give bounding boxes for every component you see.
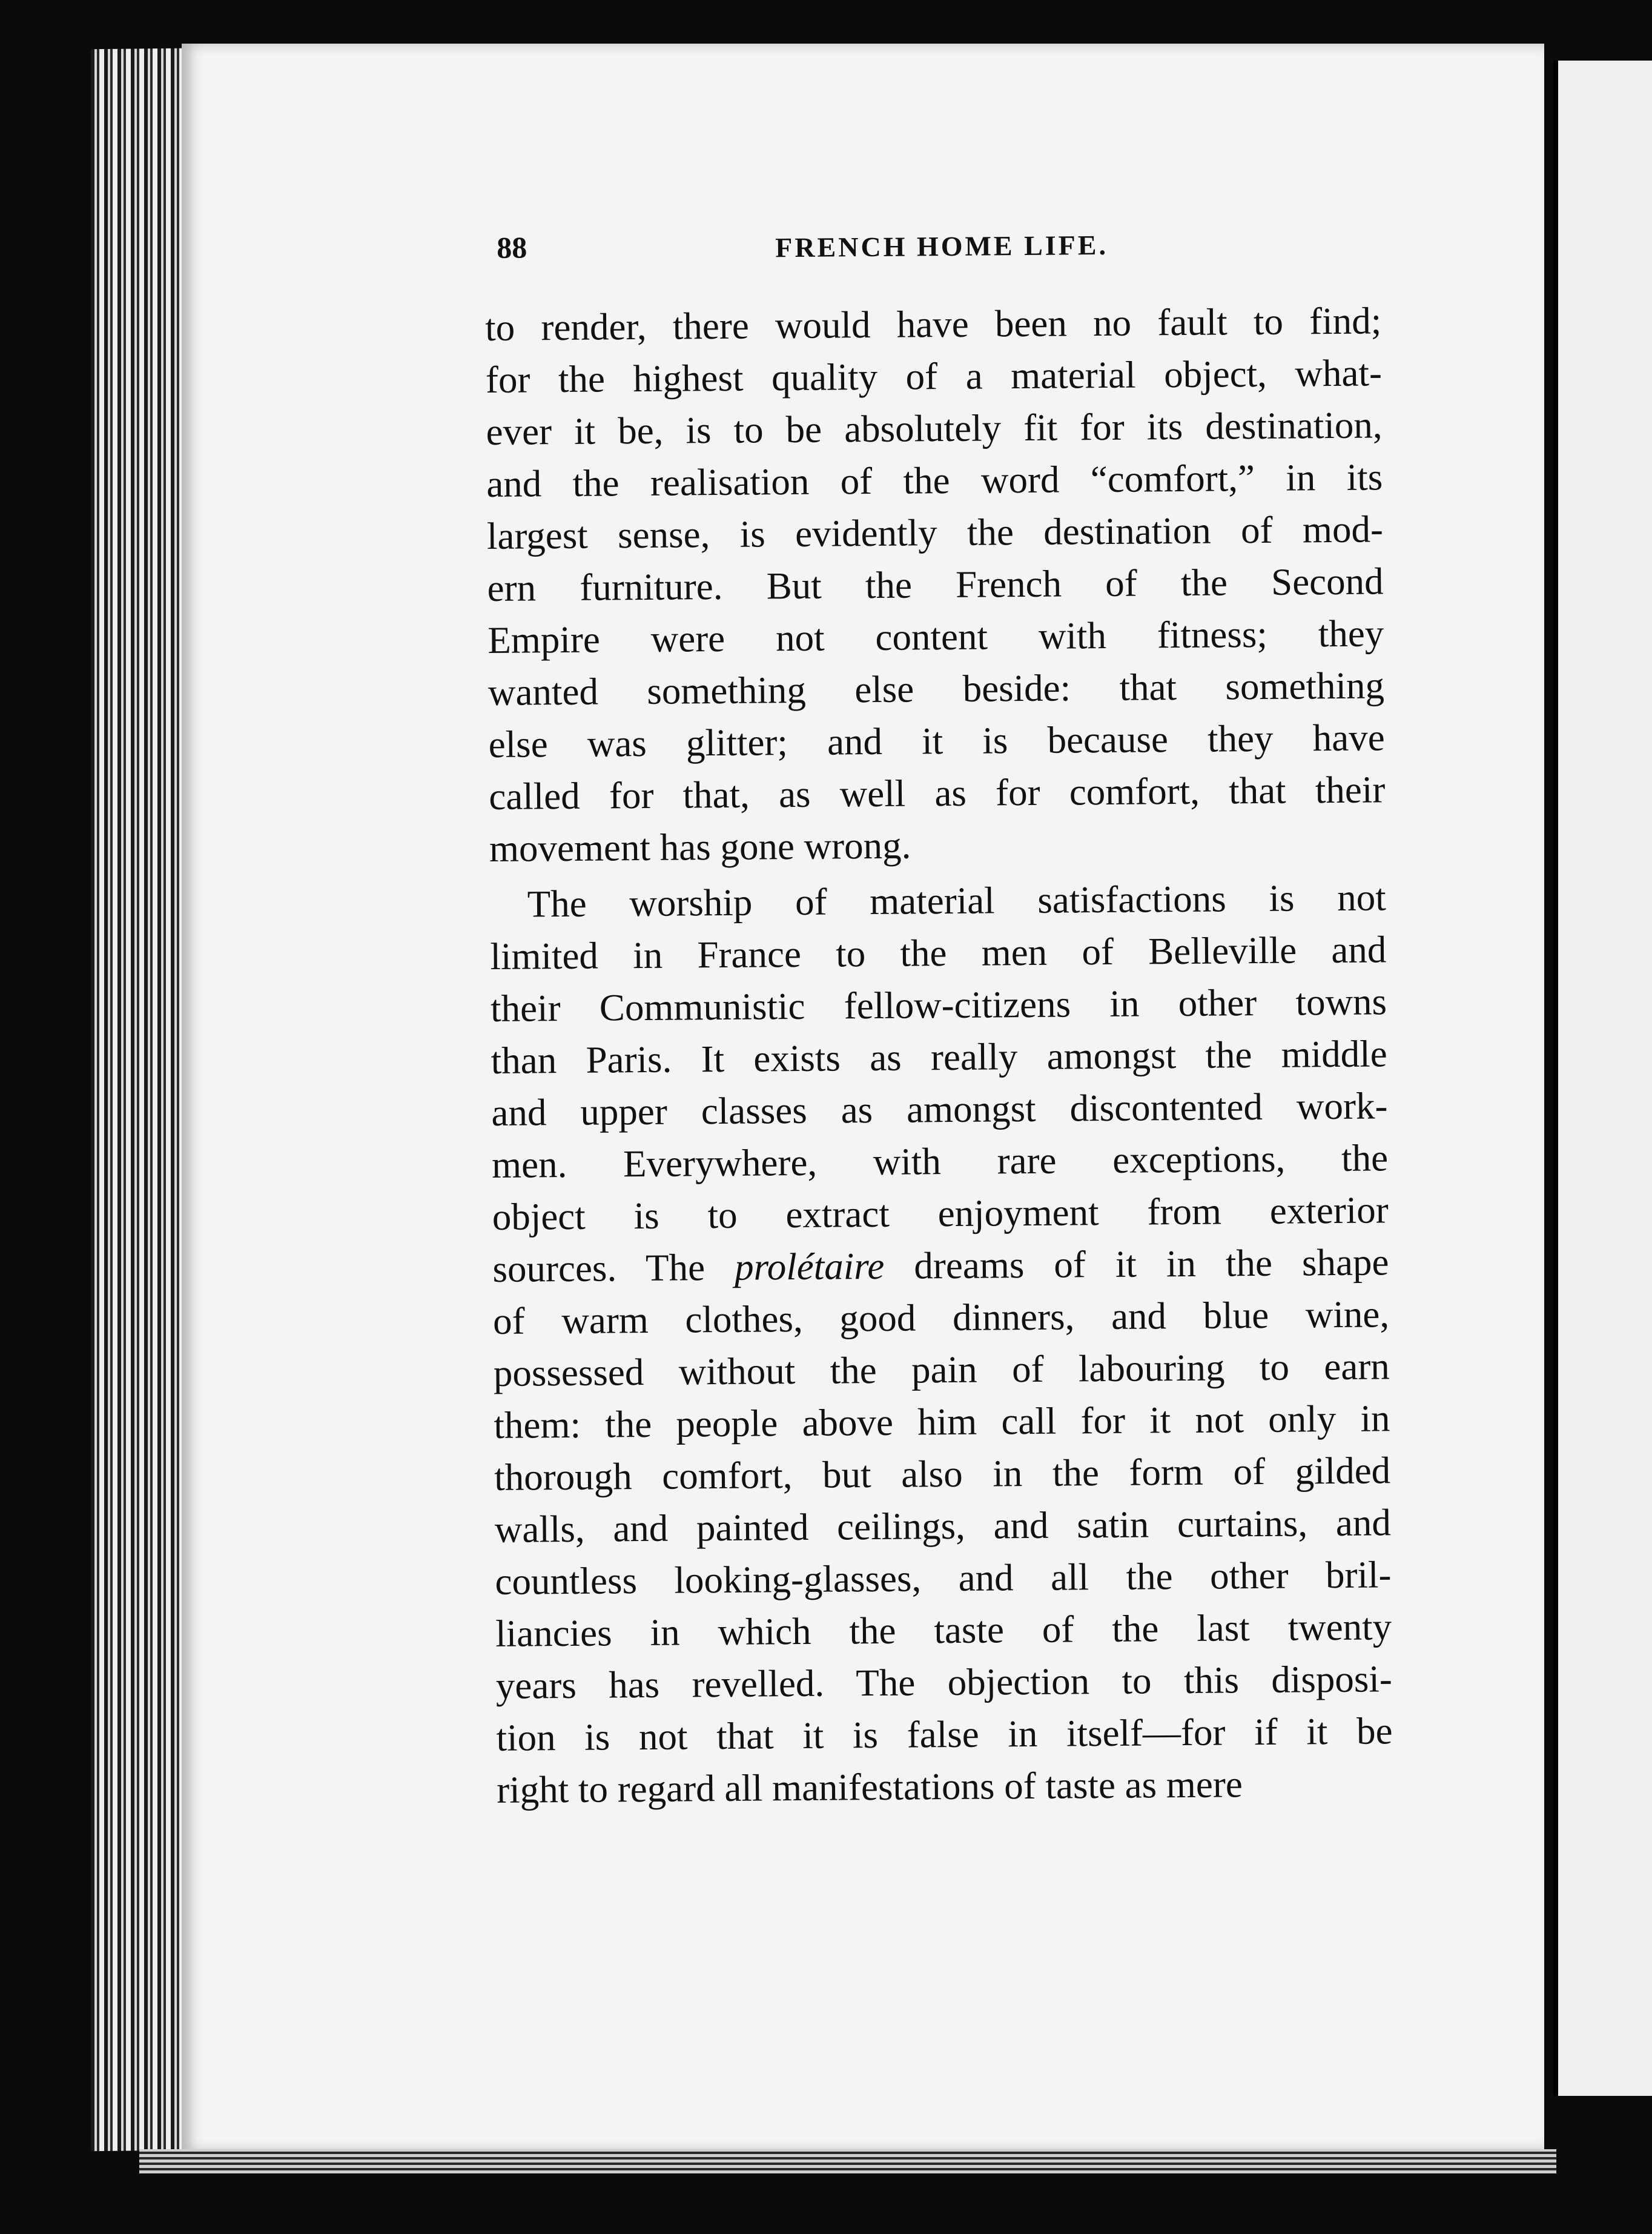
text-line: of warm clothes, good dinners, and blue wine, bbox=[492, 1293, 1390, 1342]
text-line: than Paris. It exists as really amongst the middle bbox=[491, 1032, 1387, 1082]
text-line: to render, there would have been no fault to find; bbox=[484, 299, 1382, 349]
page-bottom-edges bbox=[139, 2149, 1556, 2173]
paragraph bbox=[489, 871, 1393, 1816]
text-line: right to regard all manifestations of taste as mere bbox=[496, 1763, 1243, 1811]
body-text bbox=[485, 294, 1393, 1816]
text-line: object is to extract enjoyment from exterior bbox=[492, 1188, 1389, 1238]
text-line: tion is not that it is false in itself—for if it be bbox=[496, 1709, 1393, 1759]
text-line: ern furniture. But the French of the Second bbox=[487, 560, 1384, 609]
text-line: them: the people above him call for it not only in bbox=[494, 1397, 1390, 1447]
text-line: limited in France to the men of Belleville and bbox=[490, 928, 1387, 978]
text-line: and upper classes as amongst discontented work- bbox=[491, 1084, 1388, 1134]
text-line: men. Everywhere, with rare exceptions, the bbox=[491, 1136, 1389, 1186]
text-line: years has revelled. The objection to this disposi- bbox=[495, 1657, 1393, 1707]
text-line: and the realisation of the word “comfort,” in its bbox=[486, 456, 1383, 505]
text-line: possessed without the pain of labouring to earn bbox=[493, 1345, 1390, 1394]
text-line: their Communistic fellow-citizens in other towns bbox=[490, 980, 1387, 1030]
text-line: called for that, as well as for comfort, that their bbox=[489, 768, 1386, 818]
running-head bbox=[484, 223, 1381, 285]
text-line: Empire were not content with fitness; they bbox=[487, 612, 1384, 661]
text-line: for the highest quality of a material object, what- bbox=[485, 351, 1383, 401]
text-line: wanted something else beside: that something bbox=[487, 664, 1385, 714]
text-line: The worship of material satisfactions is not bbox=[527, 876, 1386, 926]
page-number: 88 bbox=[497, 230, 527, 265]
text-line: largest sense, is evidently the destination of mod- bbox=[486, 508, 1384, 557]
text-line: countless looking-glasses, and all the other bril- bbox=[495, 1553, 1392, 1603]
text-line: else was glitter; and it is because they have bbox=[488, 716, 1385, 766]
facing-page-edge bbox=[1553, 61, 1652, 2096]
page-content bbox=[484, 223, 1393, 1816]
italic-word: prolétaire bbox=[734, 1244, 885, 1288]
text-line: walls, and painted ceilings, and satin curtains, and bbox=[494, 1501, 1392, 1551]
text-line: ever it be, is to be absolutely fit for its destination, bbox=[486, 403, 1383, 453]
running-title: FRENCH HOME LIFE. bbox=[775, 229, 1109, 264]
text-line: sources. The prolétaire dreams of it in the shape bbox=[492, 1241, 1389, 1290]
paragraph bbox=[485, 294, 1386, 875]
text-line: movement has gone wrong. bbox=[489, 824, 911, 870]
text-line: liancies in which the taste of the last twenty bbox=[495, 1605, 1392, 1655]
text-line: thorough comfort, but also in the form of gilded bbox=[494, 1449, 1391, 1499]
